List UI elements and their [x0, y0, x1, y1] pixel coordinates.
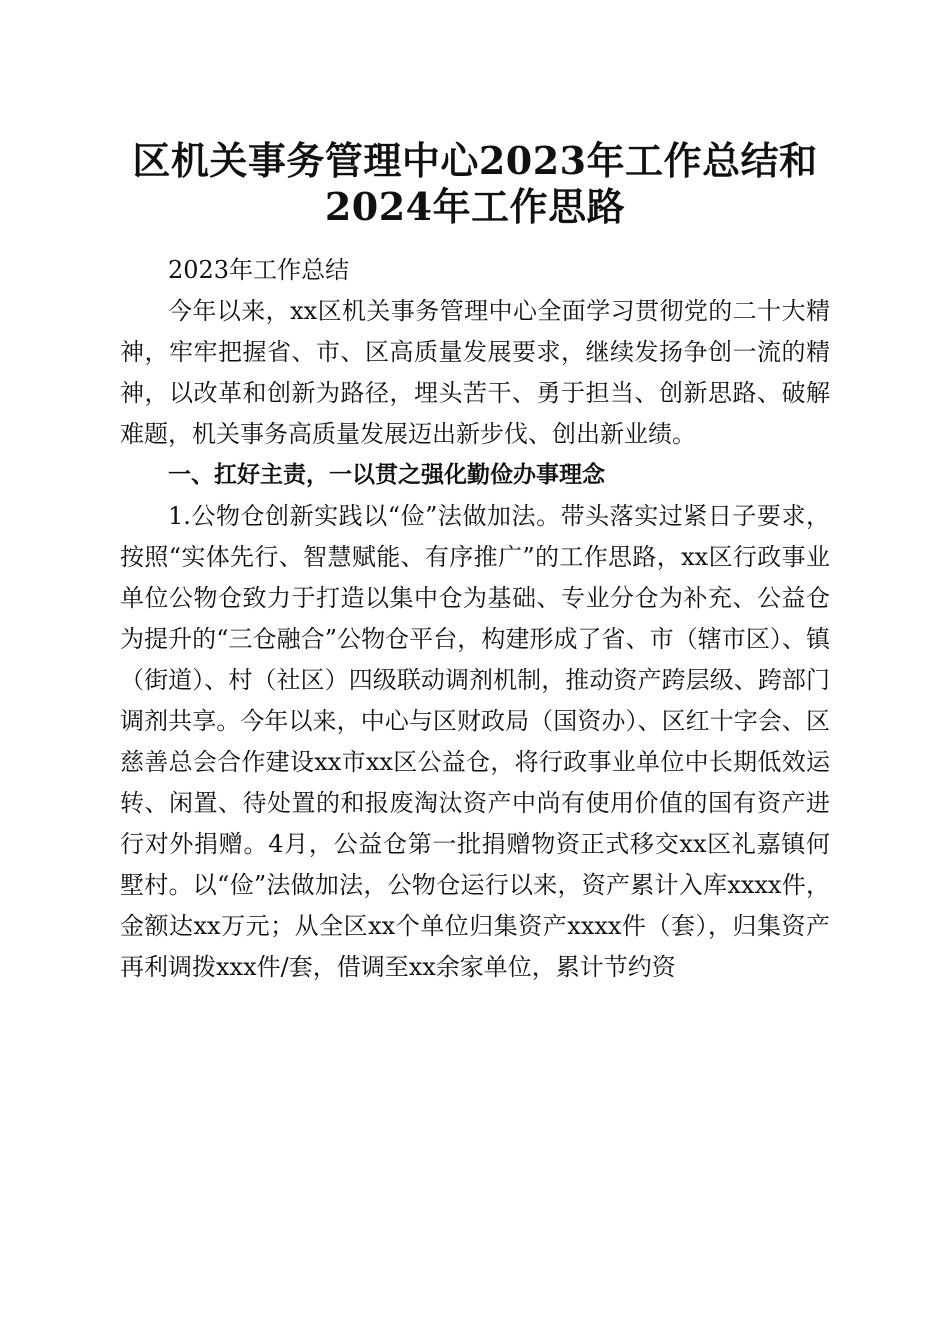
subheading-2023-summary: 2023年工作总结 — [168, 256, 350, 284]
document-body — [120, 250, 830, 988]
section-1-paragraph-1: 1.公物仓创新实践以“俭”法做加法。带头落实过紧日子要求，按照“实体先行、智慧赋能、有序推广”的工作思路，xx区行政事业单位公物仓致力于打造以集中仓为基础、专业分仓为补充、公益仓为提升的“三仓融合”公物仓平台，构建形成了省、市（辖市区）、镇（街道）、村（社区）四级联动调剂机制，推动资产跨层级、跨部门调剂共享。今年以来，中心与区财政局（国资办）、区红十字会、区慈善总会合作建设xx市xx区公益仓，将行政事业单位中长期低效运转、闲置、待处置的和报废淘汰资产中尚有使用价值的国有资产进行对外捐赠。4月，公益仓第一批捐赠物资正式移交xx区礼嘉镇何墅村。以“俭”法做加法，公物仓运行以来，资产累计入库xxxx件，金额达xx万元；从全区xx个单位归集资产xxxx件（套），归集资产再利调拨xxx件/套，借调至xx余家单位，累计节约资 — [120, 502, 830, 981]
intro-paragraph: 今年以来，xx区机关事务管理中心全面学习贯彻党的二十大精神，牢牢把握省、市、区高质量发展要求，继续发扬争创一流的精神，以改革和创新为路径，埋头苦干、勇于担当、创新思路、破解难题，机关事务高质量发展迈出新步伐、创出新业绩。 — [120, 297, 830, 448]
section-1-heading: 一、扛好主责，一以贯之强化勤俭办事理念 — [168, 462, 605, 488]
document-title: 区机关事务管理中心2023年工作总结和2024年工作思路 — [132, 138, 818, 229]
